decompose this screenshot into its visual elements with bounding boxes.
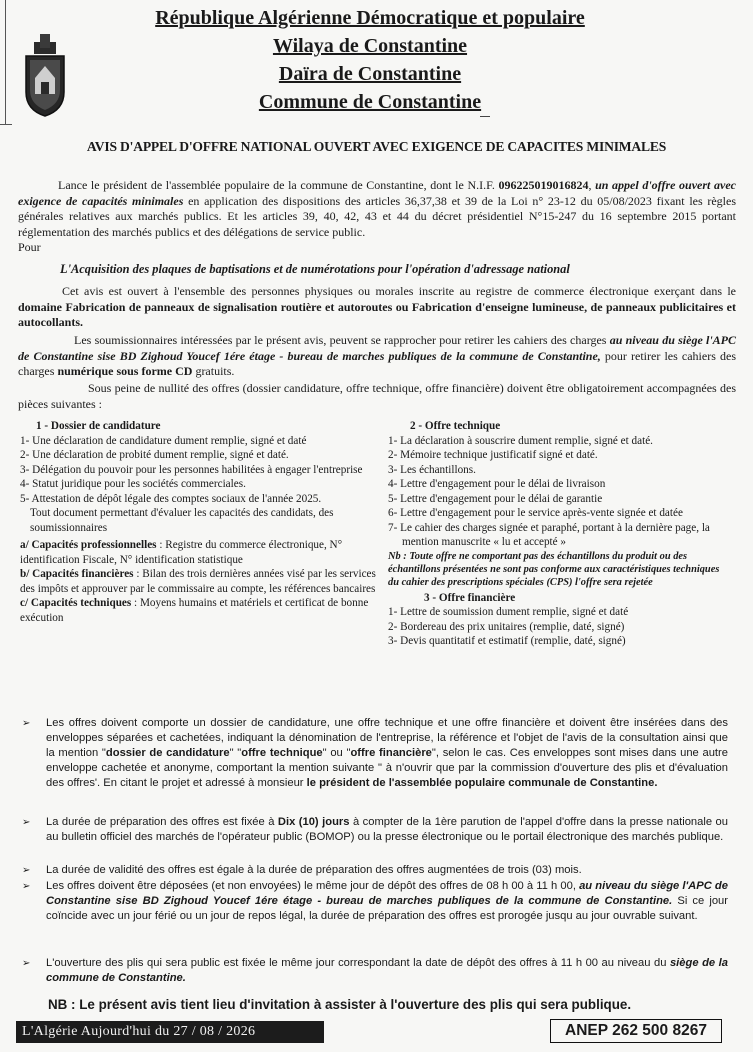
list-item: 5- Lettre d'engagement pour le délai de garantie <box>388 492 603 505</box>
technical-column <box>388 419 726 649</box>
notice-title: AVIS D'APPEL D'OFFRE NATIONAL OUVERT AVEC EXIGENCE DE CAPACITES MINIMALES <box>86 139 667 154</box>
eligibility-paragraph: Cet avis est ouvert à l'ensemble des personnes physiques ou morales inscrite au registre de commerce électronique exerçant dans le domaine Fabrication de panneaux de signalisation routière et autoroutes ou Fabrication d'enseigne lumineuse, de panneaux publicitaires et autocollants. <box>18 284 736 329</box>
list-item: 1- Une déclaration de candidature dument remplie, signé et daté <box>20 434 307 447</box>
arrow-bullet-icon: ➢ <box>22 817 31 828</box>
anep-reference: ANEP 262 500 8267 <box>550 1019 722 1043</box>
list-item: 7- Le cahier des charges signée et paraphé, portant à la dernière page, la mention manuscrite « lu et accepté » <box>388 521 710 548</box>
header-republic: République Algérienne Démocratique et populaire <box>155 7 585 29</box>
financial-heading: 3 - Offre financière <box>424 591 516 604</box>
capacities-intro: Tout document permettant d'évaluer les capacités des candidats, des soumissionnaires <box>30 507 334 534</box>
list-item: 5- Attestation de dépôt légale des comptes sociaux de l'année 2025. <box>20 492 322 505</box>
list-item: 2- Bordereau des prix unitaires (remplie, daté, signé) <box>388 620 625 633</box>
list-item: 1- Lettre de soumission dument remplie, signé et daté <box>388 606 629 618</box>
arrow-bullet-icon: ➢ <box>22 881 31 892</box>
header-commune: Commune de Constantine <box>258 91 482 113</box>
tender-object: L'Acquisition des plaques de baptisations et de numérotations pour l'opération d'adressage national <box>60 262 570 276</box>
crest-emblem <box>22 20 68 118</box>
header-tick <box>480 116 490 117</box>
arrow-bullet-icon: ➢ <box>22 958 31 969</box>
header-daira: Daïra de Constantine <box>278 63 462 85</box>
arrow-bullet-icon: ➢ <box>22 718 31 729</box>
list-item: 3- Les échantillons. <box>388 463 476 476</box>
list-item: 4- Lettre d'engagement pour le délai de livraison <box>388 478 606 490</box>
capacity-technical: c/ Capacités techniques : Moyens humains et matériels et certificat de bonne exécution <box>20 597 369 624</box>
list-item: 6- Lettre d'engagement pour le service après-vente signée et datée <box>388 507 683 519</box>
list-item: 2- Une déclaration de probité dument remplie, signé et daté. <box>20 449 289 461</box>
nif-number: 096225019016824 <box>498 178 589 192</box>
technical-heading: 2 - Offre technique <box>410 420 501 432</box>
specs-paragraph: Les soumissionnaires intéressées par le présent avis, peuvent se rapprocher pour retirer les cahiers des charges au niveau du siège l'APC de Constantine sise BD Zighoud Youcef 1ére étage - bureau de marches publiques de la commune de Constantine, pour retirer les cahiers des charges numérique sous forme CD gratuits. <box>18 333 737 378</box>
list-item: 4- Statut juridique pour les sociétés commerciales. <box>20 478 246 490</box>
nullity-paragraph: Sous peine de nullité des offres (dossier candidature, offre technique, offre financière) doivent être obligatoirement accompagnées des pièces suivantes : <box>18 381 736 411</box>
capacity-financial: b/ Capacités financières : Bilan des trois dernières années visé par les services des impôts et approuver par le commissaire au compte, les références bancaires <box>20 568 376 595</box>
capacity-professional: a/ Capacités professionnelles : Registre du commerce électronique, N° identification Fiscale, N° identification statistique <box>20 539 343 566</box>
candidature-column <box>20 419 376 625</box>
column-divider-tick <box>0 124 12 125</box>
publication-banner: L'Algérie Aujourd'hui du 27 / 08 / 2026 <box>16 1021 324 1043</box>
samples-note: Nb : Toute offre ne comportant pas des échantillons du produit ou des échantillons présentées ne sont pas conforme aux caractéristiques techniques du cahier des prescriptions spéciales (CPS) l'offre sera rejetée <box>388 550 720 588</box>
bullet-envelopes: ➢ Les offres doivent comporte un dossier de candidature, une offre technique et une offre financière et doivent être insérées dans des enveloppes séparées et cachetées, indiquant la dénomination de l'entreprise, la référence et l'objet de l'avis de la consultation ainsi que la mention "dossier de candidature" "offre technique" ou "offre financière", selon le cas. Ces enveloppes sont mises dans une autre enveloppe cachetée et anonyme, comportant la mention suivante " à n'ouvrir que par la commission d'ouverture des plis et d'évaluation des offres'. En citant le projet et adressé à monsieur le président de l'assemblée populaire communale de Constantine. <box>22 717 728 789</box>
intro-pour: Pour <box>18 240 41 254</box>
arrow-bullet-icon: ➢ <box>22 865 31 876</box>
column-divider <box>0 0 6 124</box>
list-item: 3- Devis quantitatif et estimatif (remplie, daté, signé) <box>388 635 626 647</box>
bullet-opening: ➢ L'ouverture des plis qui sera public est fixée le même jour correspondant la date de dépôt des offres à 11 h 00 au niveau du siège de la commune de Constantine. <box>22 957 728 984</box>
list-item: 3- Délégation du pouvoir pour les personnes habilitées à engager l'entreprise <box>20 463 363 476</box>
header-wilaya: Wilaya de Constantine <box>272 35 468 57</box>
list-item: 2- Mémoire technique justificatif signé et daté. <box>388 449 598 461</box>
bullet-validity: ➢ La durée de validité des offres est égale à la durée de préparation des offres augmentées de trois (03) mois. <box>22 864 582 876</box>
invitation-note: NB : Le présent avis tient lieu d'invitation à assister à l'ouverture des plis qui sera publique. <box>48 997 632 1012</box>
candidature-heading: 1 - Dossier de candidature <box>36 420 161 432</box>
bullet-deposit: ➢ Les offres doivent être déposées (et non envoyées) le même jour de dépôt des offres de 08 h 00 à 11 h 00, au niveau du siège l'APC de Constantine sise BD Zighoud Youcef 1ére étage - bureau de marches publiques de la commune de Constantine. Si ce jour coïncide avec un jour férié ou un jour de repos légal, la durée de préparation des offres est prorogée jusqu au jour ouvrable suivant. <box>22 880 728 922</box>
bullet-preparation: ➢ La durée de préparation des offres est fixée à Dix (10) jours à compter de la 1ère parution de l'appel d'offre dans la presse nationale ou au bulletin officiel des marchés de l'opérateur public (BOMOP) ou la presse électronique ou le portail électronique des marchés publique. <box>22 816 728 843</box>
list-item: 1- La déclaration à souscrire dument remplie, signé et daté. <box>388 434 653 447</box>
intro-paragraph: Lance le président de l'assemblée populaire de la commune de Constantine, dont le N.I.F. 096225019016824, un appel d'offre ouvert avec exigence de capacités minimales en application des dispositions des articles 36,37,38 et 39 de la Loi n° 23-12 du 05/08/2023 fixant les règles générales relatives aux marchés publics. Et les articles 39, 40, 42, 43 et 44 du décret présidentiel N°15-247 du 16 septembre 2015 portant réglementation des marchés publics et des délégations de service public. <box>18 178 736 239</box>
